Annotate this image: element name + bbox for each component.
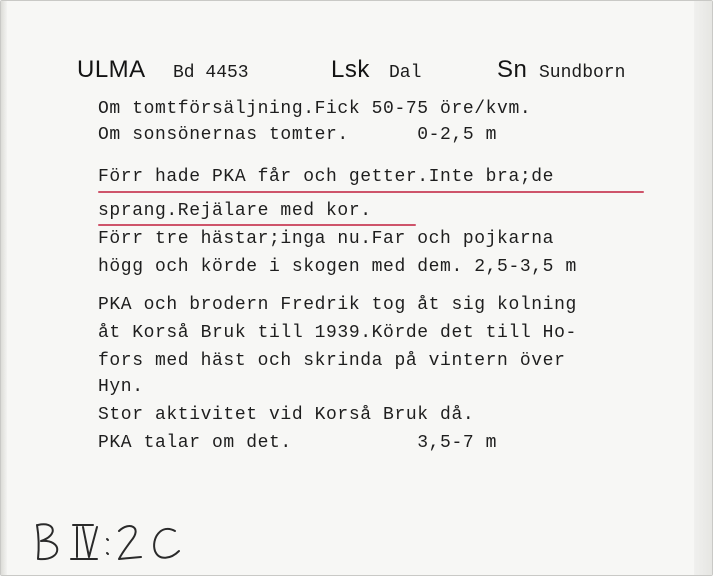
underline-mark bbox=[98, 191, 644, 193]
sn-label: Sn bbox=[497, 56, 528, 83]
handwritten-signature-icon bbox=[33, 517, 193, 567]
ulma-label: ULMA bbox=[77, 56, 146, 83]
note-line: fors med häst och skrinda på vintern över bbox=[98, 351, 566, 371]
note-line: Förr tre hästar;inga nu.Far och pojkarna bbox=[98, 229, 555, 249]
sn-value: Sundborn bbox=[539, 63, 626, 83]
underline-mark bbox=[98, 224, 416, 226]
note-line: PKA och brodern Fredrik tog åt sig kolning bbox=[98, 295, 577, 315]
card-header bbox=[77, 56, 677, 92]
note-line: Hyn. bbox=[98, 377, 144, 397]
ulma-value: Bd 4453 bbox=[173, 63, 249, 83]
note-line: åt Korså Bruk till 1939.Körde det till Ho- bbox=[98, 323, 577, 343]
note-line: Stor aktivitet vid Korså Bruk då. bbox=[98, 405, 475, 425]
note-line: sprang.Rejälare med kor. bbox=[98, 201, 372, 221]
card-right-edge bbox=[694, 1, 712, 576]
lsk-value: Dal bbox=[389, 63, 422, 83]
note-line: högg och körde i skogen med dem. 2,5-3,5 m bbox=[98, 257, 577, 277]
card-left-edge bbox=[1, 1, 7, 576]
note-line: PKA talar om det. 3,5-7 m bbox=[98, 433, 498, 453]
note-line: Om sonsönernas tomter. 0-2,5 m bbox=[98, 125, 498, 145]
note-line: Förr hade PKA får och getter.Inte bra;de bbox=[98, 167, 555, 187]
lsk-label: Lsk bbox=[331, 56, 370, 83]
note-line: Om tomtförsäljning.Fick 50-75 öre/kvm. bbox=[98, 99, 532, 119]
